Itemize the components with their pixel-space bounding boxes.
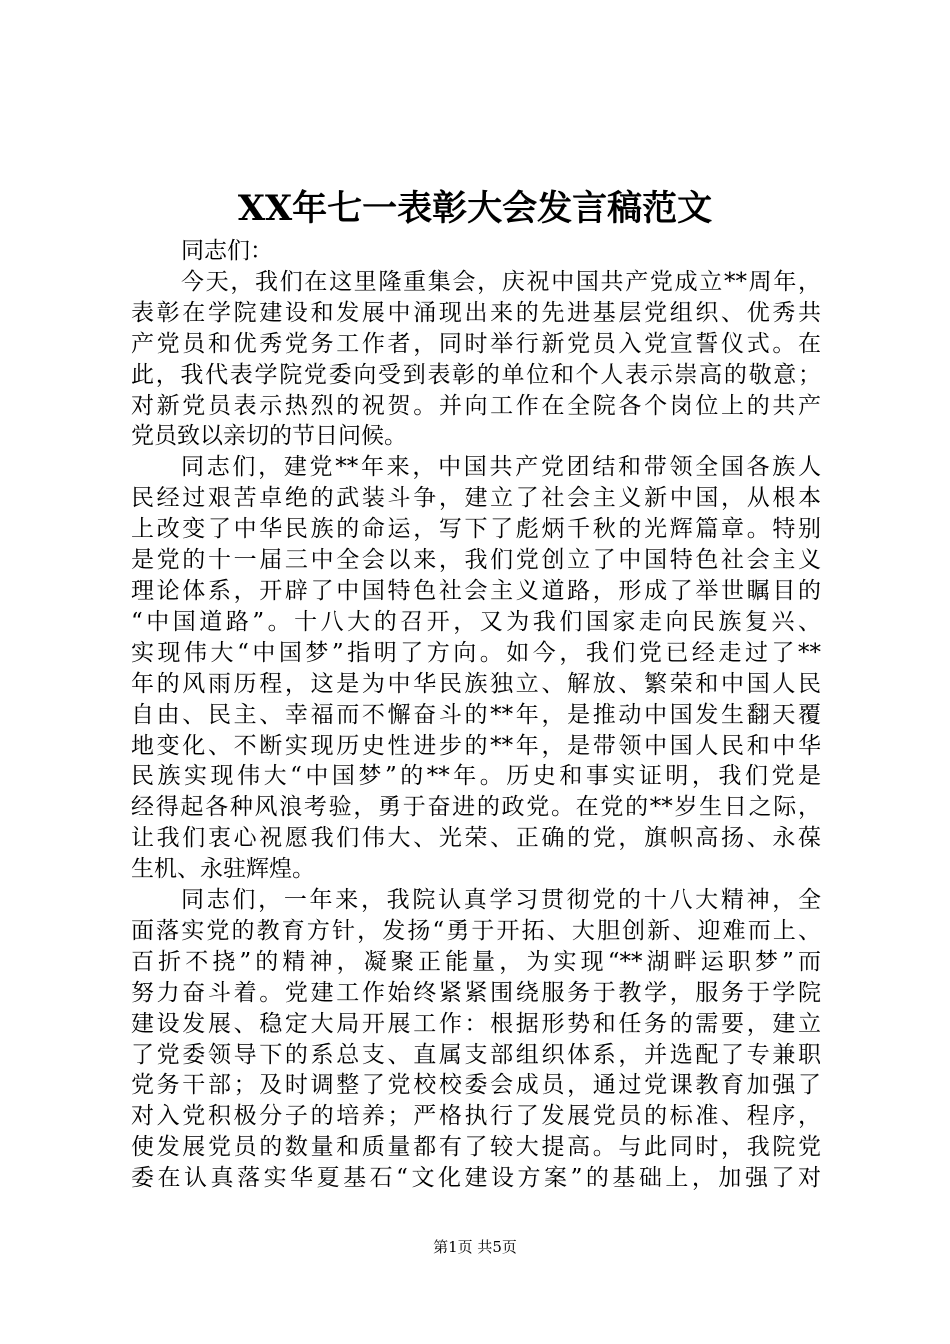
text-line: 建设发展、稳定大局开展工作：根据形势和任务的需要，建立: [131, 1010, 821, 1037]
text-line: 党务干部；及时调整了党校校委会成员，通过党课教育加强了: [131, 1072, 821, 1099]
text-line: 同志们，一年来，我院认真学习贯彻党的十八大精神，全: [181, 887, 821, 914]
text-line: 地变化、不断实现历史性进步的**年，是带领中国人民和中华: [131, 732, 821, 759]
text-line: 对新党员表示热烈的祝贺。并向工作在全院各个岗位上的共产: [131, 392, 821, 419]
text-line: 今天，我们在这里隆重集会，庆祝中国共产党成立**周年，: [181, 268, 821, 295]
paragraph-3: [131, 885, 821, 1194]
text-line: 对入党积极分子的培养；严格执行了发展党员的标准、程序，: [131, 1103, 821, 1130]
text-line: 百折不挠”的精神，凝聚正能量，为实现“**湖畔运职梦”而: [131, 948, 821, 975]
text-line: 实现伟大“中国梦”指明了方向。如今，我们党已经走过了**: [131, 639, 821, 666]
text-line: 年的风雨历程，这是为中华民族独立、解放、繁荣和中国人民: [131, 670, 821, 697]
paragraph-2: [131, 452, 821, 885]
text-line: 让我们衷心祝愿我们伟大、光荣、正确的党，旗帜高扬、永葆: [131, 825, 821, 852]
text-line: 同志们，建党**年来，中国共产党团结和带领全国各族人: [181, 454, 821, 481]
text-line: 党员致以亲切的节日问候。: [131, 423, 407, 450]
paragraph-1: [131, 267, 821, 452]
text-line: 上改变了中华民族的命运，写下了彪炳千秋的光辉篇章。特别: [131, 516, 821, 543]
text-line: 是党的十一届三中全会以来，我们党创立了中国特色社会主义: [131, 547, 821, 574]
document-body: [131, 236, 821, 1194]
text-line: 此，我代表学院党委向受到表彰的单位和个人表示崇高的敬意；: [131, 361, 821, 388]
page-footer: 第1页 共5页: [433, 1238, 517, 1256]
text-line: 委在认真落实华夏基石“文化建设方案”的基础上，加强了对: [131, 1165, 821, 1192]
text-line: 面落实党的教育方针，发扬“勇于开拓、大胆创新、迎难而上、: [131, 917, 821, 944]
text-line: 经得起各种风浪考验，勇于奋进的政党。在党的**岁生日之际，: [131, 794, 821, 821]
text-line: 自由、民主、幸福而不懈奋斗的**年，是推动中国发生翻天覆: [131, 701, 821, 728]
text-line: 生机、永驻辉煌。: [131, 856, 315, 883]
text-line: 努力奋斗着。党建工作始终紧紧围绕服务于教学，服务于学院: [131, 979, 821, 1006]
document-title: XX年七一表彰大会发言稿范文: [237, 188, 713, 229]
salutation: 同志们：: [181, 238, 273, 264]
text-line: 使发展党员的数量和质量都有了较大提高。与此同时，我院党: [131, 1134, 821, 1161]
text-line: 理论体系，开辟了中国特色社会主义道路，形成了举世瞩目的: [131, 577, 821, 604]
text-line: 了党委领导下的系总支、直属支部组织体系，并选配了专兼职: [131, 1041, 821, 1068]
text-line: 民经过艰苦卓绝的武装斗争，建立了社会主义新中国，从根本: [131, 485, 821, 512]
text-line: “中国道路”。十八大的召开，又为我们国家走向民族复兴、: [131, 608, 821, 635]
text-line: 民族实现伟大“中国梦”的**年。历史和事实证明，我们党是: [131, 763, 821, 790]
text-line: 产党员和优秀党务工作者，同时举行新党员入党宣誓仪式。在: [131, 330, 821, 357]
text-line: 表彰在学院建设和发展中涌现出来的先进基层党组织、优秀共: [131, 299, 821, 326]
